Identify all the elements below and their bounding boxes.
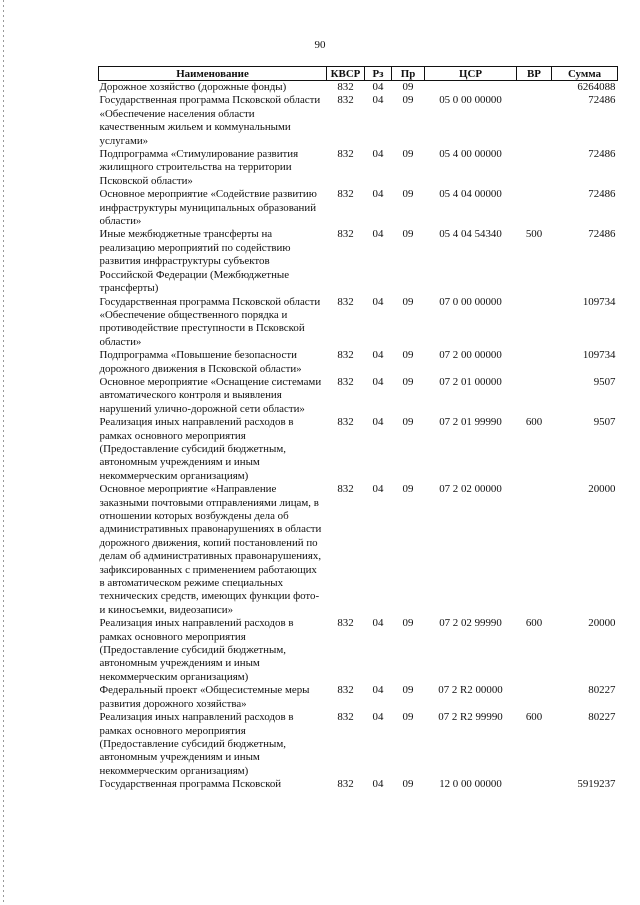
cell-pr: 09 — [402, 295, 414, 308]
cell-pr: 09 — [402, 148, 414, 161]
cell-name: Подпрограмма «Стимулирование развития жилищного строительства на территории Псковской области» — [99, 148, 299, 187]
column-header-pr: Пр — [392, 67, 425, 81]
cell-sum: 20000 — [588, 483, 616, 496]
cell-pr: 09 — [402, 349, 414, 362]
cell-kvsr: 832 — [337, 684, 354, 697]
cell-csr: 05 4 04 00000 — [439, 188, 502, 201]
table-row — [99, 711, 618, 778]
cell-csr: 07 2 R2 99990 — [438, 711, 503, 724]
column-header-sum: Сумма — [552, 67, 618, 81]
column-header-vr: ВР — [517, 67, 552, 81]
cell-pr: 09 — [402, 684, 414, 697]
cell-rz: 04 — [372, 81, 384, 93]
cell-csr: 05 4 00 00000 — [439, 148, 502, 161]
cell-rz: 04 — [372, 483, 384, 496]
cell-rz: 04 — [372, 778, 384, 791]
table-row — [99, 778, 618, 791]
cell-rz: 04 — [372, 349, 384, 362]
cell-rz: 04 — [372, 228, 384, 241]
table-row — [99, 376, 618, 416]
cell-name: Дорожное хозяйство (дорожные фонды) — [99, 81, 287, 93]
cell-rz: 04 — [372, 295, 384, 308]
cell-name: Государственная программа Псковской области «Обеспечение общественного порядка и противодействие преступности в Псковской области» — [99, 295, 321, 348]
cell-kvsr: 832 — [337, 148, 354, 161]
page-number: 90 — [314, 39, 326, 51]
table-header-row — [99, 67, 618, 81]
cell-rz: 04 — [372, 148, 384, 161]
table-row — [99, 296, 618, 350]
cell-vr: 500 — [525, 228, 543, 241]
cell-pr: 09 — [402, 375, 414, 388]
cell-kvsr: 832 — [337, 617, 354, 630]
cell-sum: 72486 — [588, 228, 616, 241]
table-row — [99, 81, 618, 95]
cell-vr — [517, 483, 552, 617]
cell-name: Реализация иных направлений расходов в рамках основного мероприятия (Предоставление субсидий бюджетным, автономным учреждениям и иным некоммерческим организациям) — [99, 711, 294, 777]
cell-name: Основное мероприятие «Направление заказными почтовыми отправлениями лицам, в отношении которых возбуждены дела об административных правонарушениях в области дорожного движения, копий постановлений по делам об административных правонарушениях, зафиксированных с применением работающих в автоматическом режиме специальных технических средств, имеющих функции фото- и киносъемки, видеозаписи» — [99, 483, 322, 616]
cell-name: Реализация иных направлений расходов в рамках основного мероприятия (Предоставление субсидий бюджетным, автономным учреждениям и иным некоммерческим организациям) — [99, 617, 294, 683]
cell-pr: 09 — [402, 416, 414, 429]
cell-sum: 109734 — [582, 349, 616, 362]
cell-vr — [517, 376, 552, 416]
cell-name: Иные межбюджетные трансферты на реализацию мероприятий по содействию развития инфраструктуры субъектов Российской Федерации (Межбюджетные трансферты) — [99, 228, 291, 295]
cell-csr: 12 0 00 00000 — [439, 778, 502, 791]
cell-sum: 72486 — [588, 94, 616, 107]
cell-sum: 72486 — [588, 188, 616, 201]
column-header-rz: Рз — [365, 67, 392, 81]
table-row — [99, 349, 618, 376]
cell-csr: 07 2 02 99990 — [439, 617, 502, 630]
budget-table — [98, 66, 618, 792]
cell-csr: 07 2 01 00000 — [439, 375, 502, 388]
cell-csr: 07 0 00 00000 — [439, 295, 502, 308]
cell-sum: 9507 — [593, 416, 616, 429]
cell-vr — [517, 296, 552, 350]
cell-name: Основное мероприятие «Содействие развитию инфраструктуры муниципальных образований области» — [99, 188, 317, 228]
cell-kvsr: 832 — [337, 188, 354, 201]
cell-pr: 09 — [402, 81, 414, 93]
cell-vr: 600 — [525, 416, 543, 429]
cell-name: Государственная программа Псковской области «Обеспечение населения области качественным жильем и коммунальными услугами» — [99, 94, 321, 147]
cell-sum: 5919237 — [577, 778, 616, 791]
cell-rz: 04 — [372, 416, 384, 429]
cell-pr: 09 — [402, 483, 414, 496]
cell-csr: 05 0 00 00000 — [439, 94, 502, 107]
cell-kvsr: 832 — [337, 375, 354, 388]
cell-sum: 20000 — [588, 617, 616, 630]
cell-name: Подпрограмма «Повышение безопасности дорожного движения в Псковской области» — [99, 349, 302, 375]
table-row — [99, 617, 618, 684]
cell-kvsr: 832 — [337, 81, 354, 93]
cell-csr: 07 2 00 00000 — [439, 349, 502, 362]
table-row — [99, 148, 618, 188]
cell-kvsr: 832 — [337, 295, 354, 308]
cell-pr: 09 — [402, 778, 414, 791]
cell-sum: 9507 — [593, 375, 616, 388]
cell-kvsr: 832 — [337, 483, 354, 496]
cell-vr — [517, 188, 552, 228]
cell-name: Государственная программа Псковской — [99, 778, 282, 791]
cell-pr: 09 — [402, 617, 414, 630]
cell-kvsr: 832 — [337, 94, 354, 107]
cell-vr — [517, 778, 552, 791]
column-header-csr: ЦСР — [425, 67, 517, 81]
table-row — [99, 94, 618, 148]
cell-csr: 05 4 04 54340 — [439, 228, 502, 241]
cell-vr: 600 — [525, 617, 543, 630]
cell-pr: 09 — [402, 711, 414, 724]
cell-rz: 04 — [372, 375, 384, 388]
cell-vr — [517, 684, 552, 711]
cell-kvsr: 832 — [337, 416, 354, 429]
table-row — [99, 228, 618, 295]
cell-kvsr: 832 — [337, 778, 354, 791]
cell-kvsr: 832 — [337, 711, 354, 724]
table-row — [99, 483, 618, 617]
cell-csr: 07 2 01 99990 — [439, 416, 502, 429]
cell-vr: 600 — [525, 711, 543, 724]
cell-name: Федеральный проект «Общесистемные меры развития дорожного хозяйства» — [99, 684, 310, 710]
cell-vr — [517, 349, 552, 376]
cell-rz: 04 — [372, 684, 384, 697]
cell-sum: 80227 — [588, 711, 616, 724]
cell-csr — [425, 81, 517, 95]
cell-sum: 109734 — [582, 295, 616, 308]
cell-vr — [517, 81, 552, 95]
scan-edge — [3, 0, 4, 905]
cell-name: Основное мероприятие «Оснащение системами автоматического контроля и выявления нарушений улично-дорожной сети области» — [99, 375, 322, 415]
cell-rz: 04 — [372, 188, 384, 201]
cell-rz: 04 — [372, 711, 384, 724]
column-header-name: Наименование — [99, 67, 327, 81]
table-row — [99, 416, 618, 483]
cell-kvsr: 832 — [337, 349, 354, 362]
cell-csr: 07 2 02 00000 — [439, 483, 502, 496]
cell-pr: 09 — [402, 188, 414, 201]
cell-csr: 07 2 R2 00000 — [438, 684, 503, 697]
cell-sum: 6264088 — [577, 81, 616, 93]
cell-vr — [517, 148, 552, 188]
cell-pr: 09 — [402, 228, 414, 241]
column-header-kvsr: КВСР — [327, 67, 365, 81]
table-row — [99, 684, 618, 711]
cell-rz: 04 — [372, 94, 384, 107]
cell-rz: 04 — [372, 617, 384, 630]
cell-name: Реализация иных направлений расходов в рамках основного мероприятия (Предоставление субсидий бюджетным, автономным учреждениям и иным некоммерческим организациям) — [99, 416, 294, 482]
cell-pr: 09 — [402, 94, 414, 107]
cell-kvsr: 832 — [337, 228, 354, 241]
cell-sum: 72486 — [588, 148, 616, 161]
cell-vr — [517, 94, 552, 148]
table-row — [99, 188, 618, 228]
cell-sum: 80227 — [588, 684, 616, 697]
